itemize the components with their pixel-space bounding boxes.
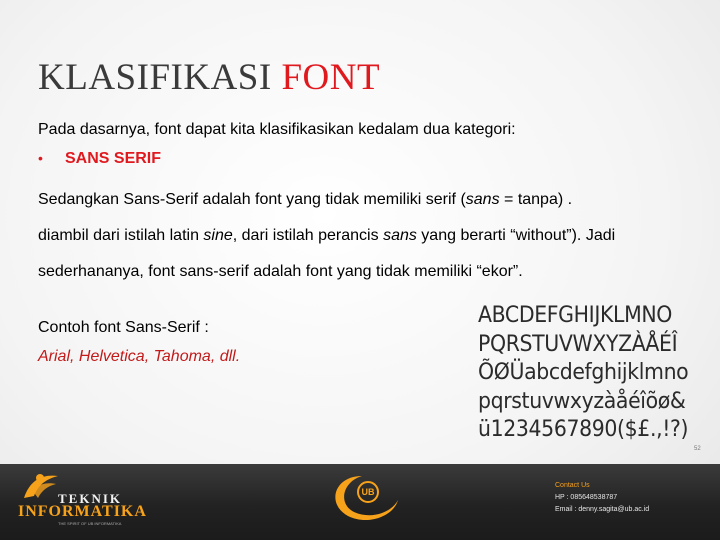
font-specimen [478,302,694,445]
teknik-informatika-logo [18,470,147,528]
example-heading: Contoh font Sans-Serif : [38,319,209,336]
slide-number: 52 [694,446,701,452]
contact-heading: Contact Us [555,482,590,489]
title-accent: FONT [281,57,381,98]
logo-line-2: INFORMATIKA [18,503,147,520]
specimen-line: pqrstuvwxyzàåéîõø& [478,388,686,414]
emphasis: sans [383,227,417,244]
slide-title [38,56,380,99]
text-span: , dari istilah perancis [232,227,384,244]
intro-text: Pada dasarnya, font dapat kita klasifikasikan kedalam dua kategori: [38,121,516,138]
contact-phone: HP : 085648538787 [555,494,618,501]
text-span: diambil dari istilah latin [38,227,204,244]
title-main: KLASIFIKASI [38,57,272,98]
specimen-line: ü1234567890($£.,!?) [478,417,689,442]
example-fonts: Arial, Helvetica, Tahoma, dll. [38,348,241,365]
contact-info [555,480,649,516]
specimen-line: ÕØÜabcdefghijklmno [478,360,689,385]
swoosh-icon [18,470,62,506]
emphasis: sans [465,191,500,208]
emphasis: sine [203,227,233,244]
text-span: = tanpa) . [499,191,573,208]
bullet-icon: • [38,150,43,166]
ub-logo-icon [322,470,406,526]
text-span: Sedangkan Sans-Serif adalah font yang tidak memiliki serif ( [38,191,466,208]
text-span: yang berarti “without”). Jadi [416,227,616,244]
paragraph-line-3: sederhananya, font sans-serif adalah font yang tidak memiliki “ekor”. [38,263,523,280]
specimen-line: PQRSTUVWXYZÀÅÉÎ [478,331,678,357]
logo-line-1: TEKNIK [58,491,123,506]
definition-paragraph [38,182,698,290]
logo-tagline: THE SPIRIT OF UB INFORMATIKA [58,521,122,526]
ub-text: UB [361,487,375,497]
bullet-label: SANS SERIF [65,150,162,167]
paragraph-line-2 [38,218,698,254]
specimen-line: ABCDEFGHIJKLMNO [478,303,673,328]
paragraph-line-1 [38,182,698,218]
contact-email: Email : denny.sagita@ub.ac.id [555,506,650,513]
